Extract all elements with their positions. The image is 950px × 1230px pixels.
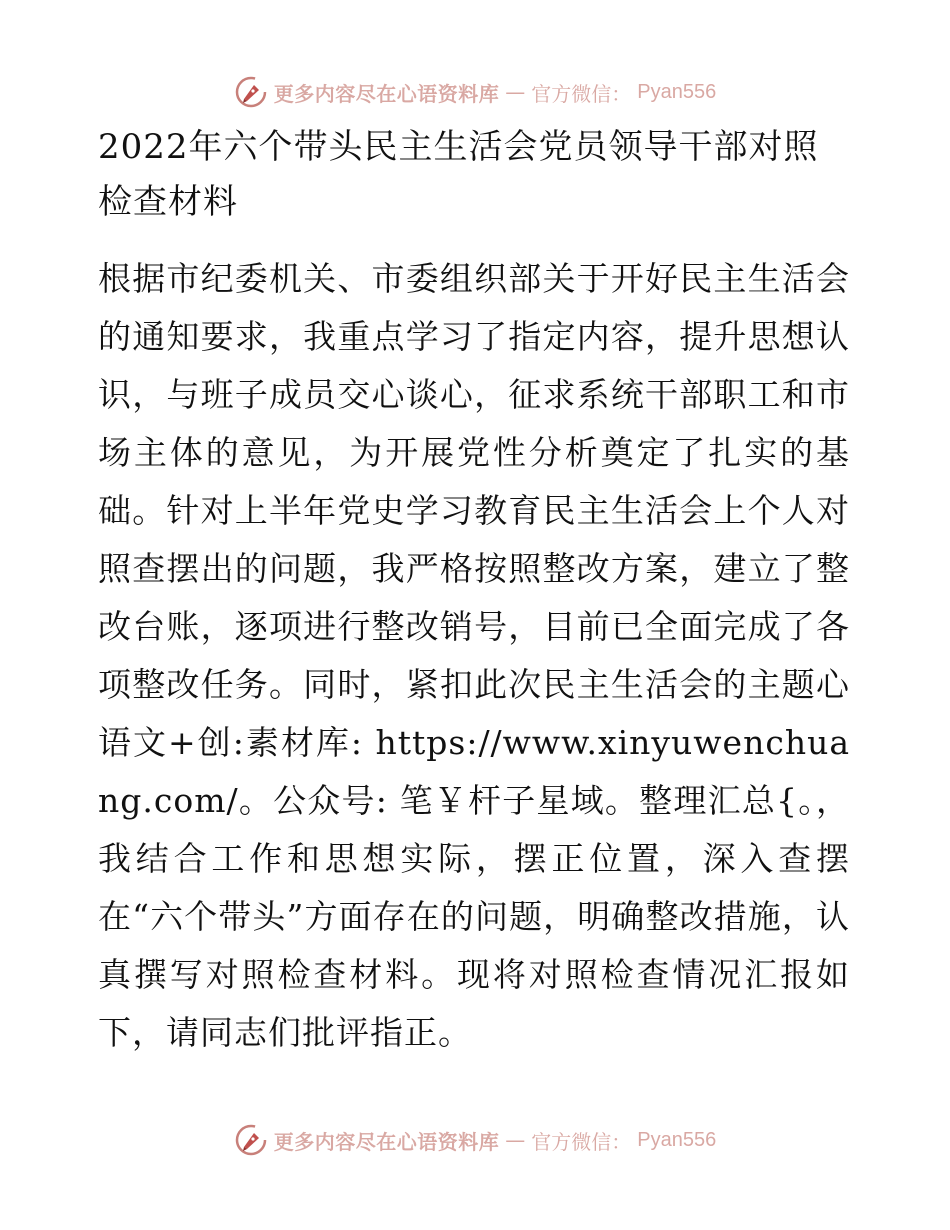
watermark-account: Pyan556 xyxy=(637,80,717,103)
watermark-wechat-label: 官方微信： xyxy=(531,1129,632,1154)
document-title: 2022年六个带头民主生活会党员领导干部对照检查材料 xyxy=(98,127,819,222)
watermark-account: Pyan556 xyxy=(637,1128,717,1151)
watermark-separator: — xyxy=(505,80,526,104)
watermark-slogan: 更多内容尽在心语资料库 xyxy=(273,1129,500,1154)
header-watermark xyxy=(0,72,950,112)
document-body: 根据市纪委机关、市委组织部关于开好民主生活会的通知要求，我重点学习了指定内容，提升思想认识，与班子成员交心谈心，征求系统干部职工和市场主体的意见，为开展党性分析奠定了扎实的基础。针对上半年党史学习教育民主生活会上个人对照查摆出的问题，我严格按照整改方案，建立了整改台账，逐项进行整改销号，目前已全面完成了各项整改任务。同时，紧扣此次民主生活会的主题心语文+创:素材库: https://www.xinyuwenchuang.com/。公众号: 笔￥杆子星域。整理汇总{。，我结合工作和思想实际，摆正位置，深入查摆在“六个带头”方面存在的问题，明确整改措施，认真撰写对照检查材料。现将对照检查情况汇报如下，请同志们批评指正。 xyxy=(98,259,850,1052)
watermark-wechat-label: 官方微信： xyxy=(531,81,632,106)
footer-watermark xyxy=(0,1120,950,1160)
watermark-slogan: 更多内容尽在心语资料库 xyxy=(273,81,500,106)
pen-nib-circle-icon xyxy=(234,1123,268,1157)
pen-nib-circle-icon xyxy=(234,75,268,109)
watermark-separator: — xyxy=(505,1128,526,1152)
